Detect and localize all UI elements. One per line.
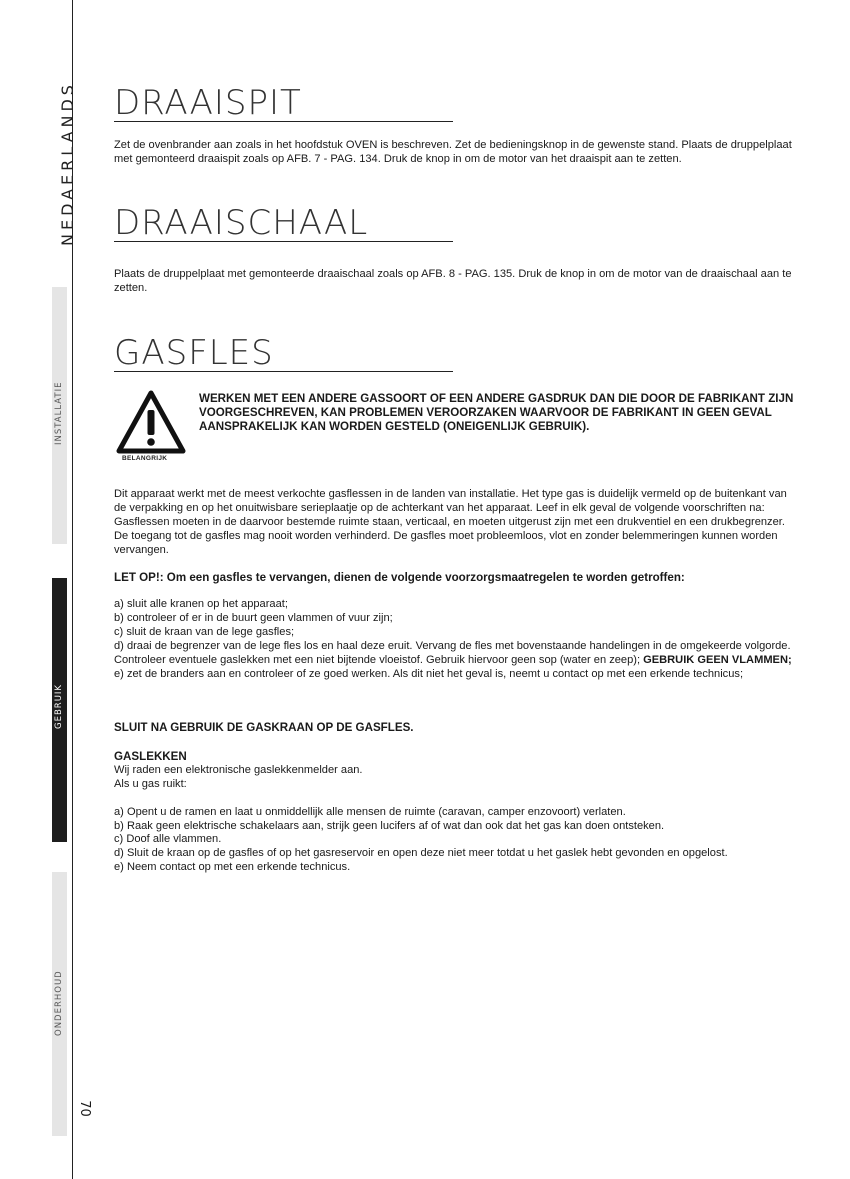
gaslek-step-e: e) Neem contact op met een erkende technicus.: [114, 861, 351, 874]
gasfles-steps: [114, 598, 794, 681]
tab-gebruik[interactable]: [52, 578, 67, 842]
step-d: [114, 640, 794, 668]
page-number: 70: [76, 1100, 92, 1117]
heading-gasfles: GASFLES: [114, 335, 453, 372]
draaispit-body: Zet de ovenbrander aan zoals in het hoofdstuk OVEN is beschreven. Zet de bedieningsknop in de gewenste stand. Plaats de druppelplaat met gemonteerd draaispit zoals op AFB. 7 - PAG. 134. Druk de knop in om de motor van het draaispit aan te zetten.: [114, 139, 792, 165]
gasfles-intro: Dit apparaat werkt met de meest verkochte gasflessen in de landen van installatie. Het type gas is duidelijk vermeld op de buitenkant van de verpakking en op het onuitwisbare serieplaatje op de achterkant van het apparaat. Leef in elk geval de volgende voorschriften na: Gasflessen moeten in de daarvoor bestemde ruimte staan, verticaal, en moeten uitgerust zijn met een drukventiel en een drukbegrenzer. De toegang tot de gasfles mag nooit worden verhinderd. De gasfles moet probleemloos, vlot en zonder belemmeringen kunnen worden vervangen.: [114, 488, 787, 556]
warning-text: WERKEN MET EEN ANDERE GASSOORT OF EEN ANDERE GASDRUK DAN DIE DOOR DE FABRIKANT ZIJN VOORGESCHREVEN, KAN PROBLEMEN VEROORZAKEN WAARVOOR DE FABRIKANT IN GEEN GEVAL AANSPRAKELIJK KAN WORDEN GESTELD (ONEIGENLIJK GEBRUIK).: [199, 392, 794, 433]
tab-onderhoud[interactable]: [52, 872, 67, 1136]
step-d-bold: GEBRUIK GEEN VLAMMEN;: [643, 653, 792, 666]
warning-label: BELANGRIJK: [122, 455, 168, 462]
gaslek-step-b: b) Raak geen elektrische schakelaars aan, strijk geen lucifers af of wat dan ook dat het gas kan doen ontsteken.: [114, 819, 665, 832]
close-note: SLUIT NA GEBRUIK DE GASKRAAN OP DE GASFLES.: [114, 721, 414, 734]
tab-gebruik-label: GEBRUIK: [54, 684, 64, 729]
step-e: e) zet de branders aan en controleer of ze goed werken. Als dit niet het geval is, neemt u contact op met een erkende technicus;: [114, 667, 744, 680]
warning-triangle-icon: [116, 390, 186, 454]
heading-draaispit: DRAAISPIT: [114, 85, 453, 122]
step-b: b) controleer of er in de buurt geen vlammen of vuur zijn;: [114, 611, 393, 624]
draaischaal-body: Plaats de druppelplaat met gemonteerde draaischaal zoals op AFB. 8 - PAG. 135. Druk de knop in om de motor van de draaischaal aan te zetten.: [114, 268, 792, 294]
step-a: a) sluit alle kranen op het apparaat;: [114, 598, 288, 610]
tab-onderhoud-label: ONDERHOUD: [54, 970, 64, 1036]
gaslek-step-d: d) Sluit de kraan op de gasfles of op het gasreservoir en open deze niet meer totdat u het gaslek hebt gevonden en opgelost.: [114, 847, 728, 860]
gaslekken-section: [114, 750, 794, 875]
step-c: c) sluit de kraan van de lege gasfles;: [114, 625, 295, 638]
tab-installatie-label: INSTALLATIE: [54, 381, 64, 445]
gaslek-step-a: a) Opent u de ramen en laat u onmiddellijk alle mensen de ruimte (caravan, camper enzovoort) verlaten.: [114, 805, 626, 818]
gaslekken-line1: Wij raden een elektronische gaslekkenmelder aan.: [114, 763, 363, 776]
gaslekken-title: GASLEKKEN: [114, 750, 187, 763]
tab-installatie[interactable]: [52, 287, 67, 544]
heading-draaischaal: DRAAISCHAAL: [114, 205, 453, 242]
language-label: NEDAERLANDS: [58, 81, 77, 246]
gaslek-step-c: c) Doof alle vlammen.: [114, 833, 222, 846]
step-d-text: d) draai de begrenzer van de lege fles los en haal deze eruit. Vervang de fles met bovenstaande handelingen in de omgekeerde volgorde. Controleer eventuele gaslekken met een niet bijtende vloeistof. Gebruik hiervoor geen sop (water en zeep);: [114, 639, 791, 666]
spacer: [114, 792, 794, 806]
letop-note: LET OP!: Om een gasfles te vervangen, dienen de volgende voorzorgsmaatregelen te worden getroffen:: [114, 571, 685, 584]
gaslekken-line2: Als u gas ruikt:: [114, 777, 187, 790]
